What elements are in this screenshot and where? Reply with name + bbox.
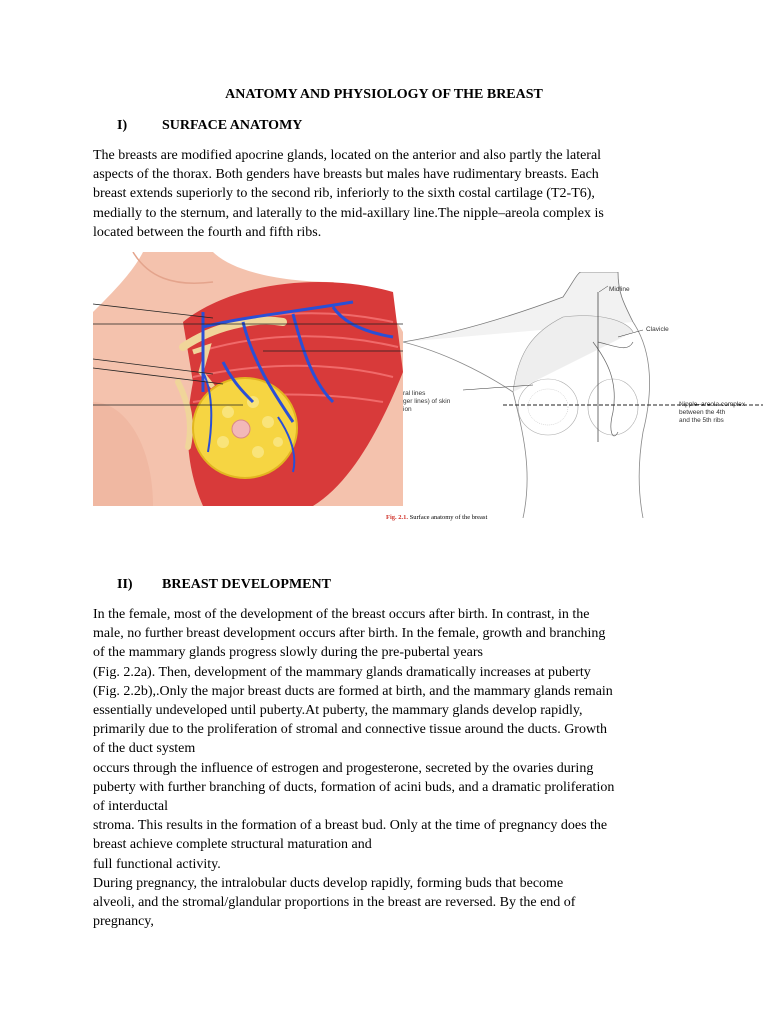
paragraph-line: located between the fourth and fifth ribs. [93,224,322,240]
paragraph-line: full functional activity. [93,856,221,872]
figure-caption-text: Surface anatomy of the breast [408,514,488,521]
paragraph-line: breast extends superiorly to the second rib, inferiorly to the sixth costal cartilage (T2-T6), [93,186,595,202]
paragraph-line: alveoli, and the stromal/glandular proportions in the breast are reversed. By the end of [93,895,576,911]
line-drawing [403,272,763,518]
section-number: II) [117,577,133,592]
paragraph-line: The breasts are modified apocrine glands, located on the anterior and also partly the lateral [93,148,602,163]
section-title: BREAST DEVELOPMENT [162,577,331,592]
paragraph-line: aspects of the thorax. Both genders have breasts but males have rudimentary breasts. Each [93,167,599,183]
paragraph-line: of the mammary glands progress slowly during the pre-pubertal years [93,645,483,661]
nipple-areola-label-3: and the 5th ribs [679,417,724,424]
breast-anatomy-illustration [93,252,403,506]
paragraph-line: breast achieve complete structural maturation and [93,837,372,853]
figure-caption [386,514,487,521]
surface-anatomy-paragraph [93,146,683,242]
anatomy-drawing [93,252,403,506]
section-title: SURFACE ANATOMY [162,118,303,133]
section-heading-breast-development [117,577,331,593]
paragraph-line: (Fig. 2.2b),.Only the major breast ducts are formed at birth, and the mammary glands remain [93,683,613,699]
clavicle-label: Clavicle [646,326,669,333]
skin-lines-label-3: ion [403,406,412,413]
paragraph-line: (Fig. 2.2a). Then, development of the mammary glands dramatically increases at puberty [93,664,591,680]
paragraph-line: puberty with further branching of ducts, formation of acini buds, and a dramatic proliferation [93,779,615,795]
midline-label: Midline [609,286,630,293]
paragraph-line: primarily due to the proliferation of stromal and connective tissue around the ducts. Growth [93,722,607,738]
surface-anatomy-figure [93,252,763,528]
paragraph-line: stroma. This results in the formation of a breast bud. Only at the time of pregnancy does the [93,818,608,834]
skin-lines-label-1: ral lines [403,390,426,397]
nipple-areola-label-1: Nipple–areola complex [679,401,746,408]
paragraph-line: of interductal [93,799,169,815]
paragraph-line: essentially undeveloped until puberty.At puberty, the mammary glands develop rapidly, [93,703,583,719]
breast-development-paragraph [93,605,683,931]
document-title: ANATOMY AND PHYSIOLOGY OF THE BREAST [225,87,543,102]
section-heading-surface-anatomy [117,118,302,134]
figure-number: Fig. 2.1. [386,514,409,521]
skin-lines-label-2: ger lines) of skin [403,398,451,405]
paragraph-line: male, no further breast development occurs after birth. In the female, growth and branching [93,626,606,642]
nipple-areola-label-2: between the 4th [679,409,726,416]
paragraph-line: of the duct system [93,741,196,757]
surface-anatomy-line-drawing [403,272,763,518]
paragraph-line: occurs through the influence of estrogen and progesterone, secreted by the ovaries during [93,760,594,776]
paragraph-line: During pregnancy, the intralobular ducts develop rapidly, forming buds that become [93,875,564,891]
paragraph-line: medially to the sternum, and laterally to the mid-axillary line.The nipple–areola complex is [93,205,604,221]
paragraph-line: pregnancy, [93,914,154,930]
section-number: I) [117,118,128,133]
paragraph-line: In the female, most of the development of the breast occurs after birth. In contrast, in the [93,607,590,622]
